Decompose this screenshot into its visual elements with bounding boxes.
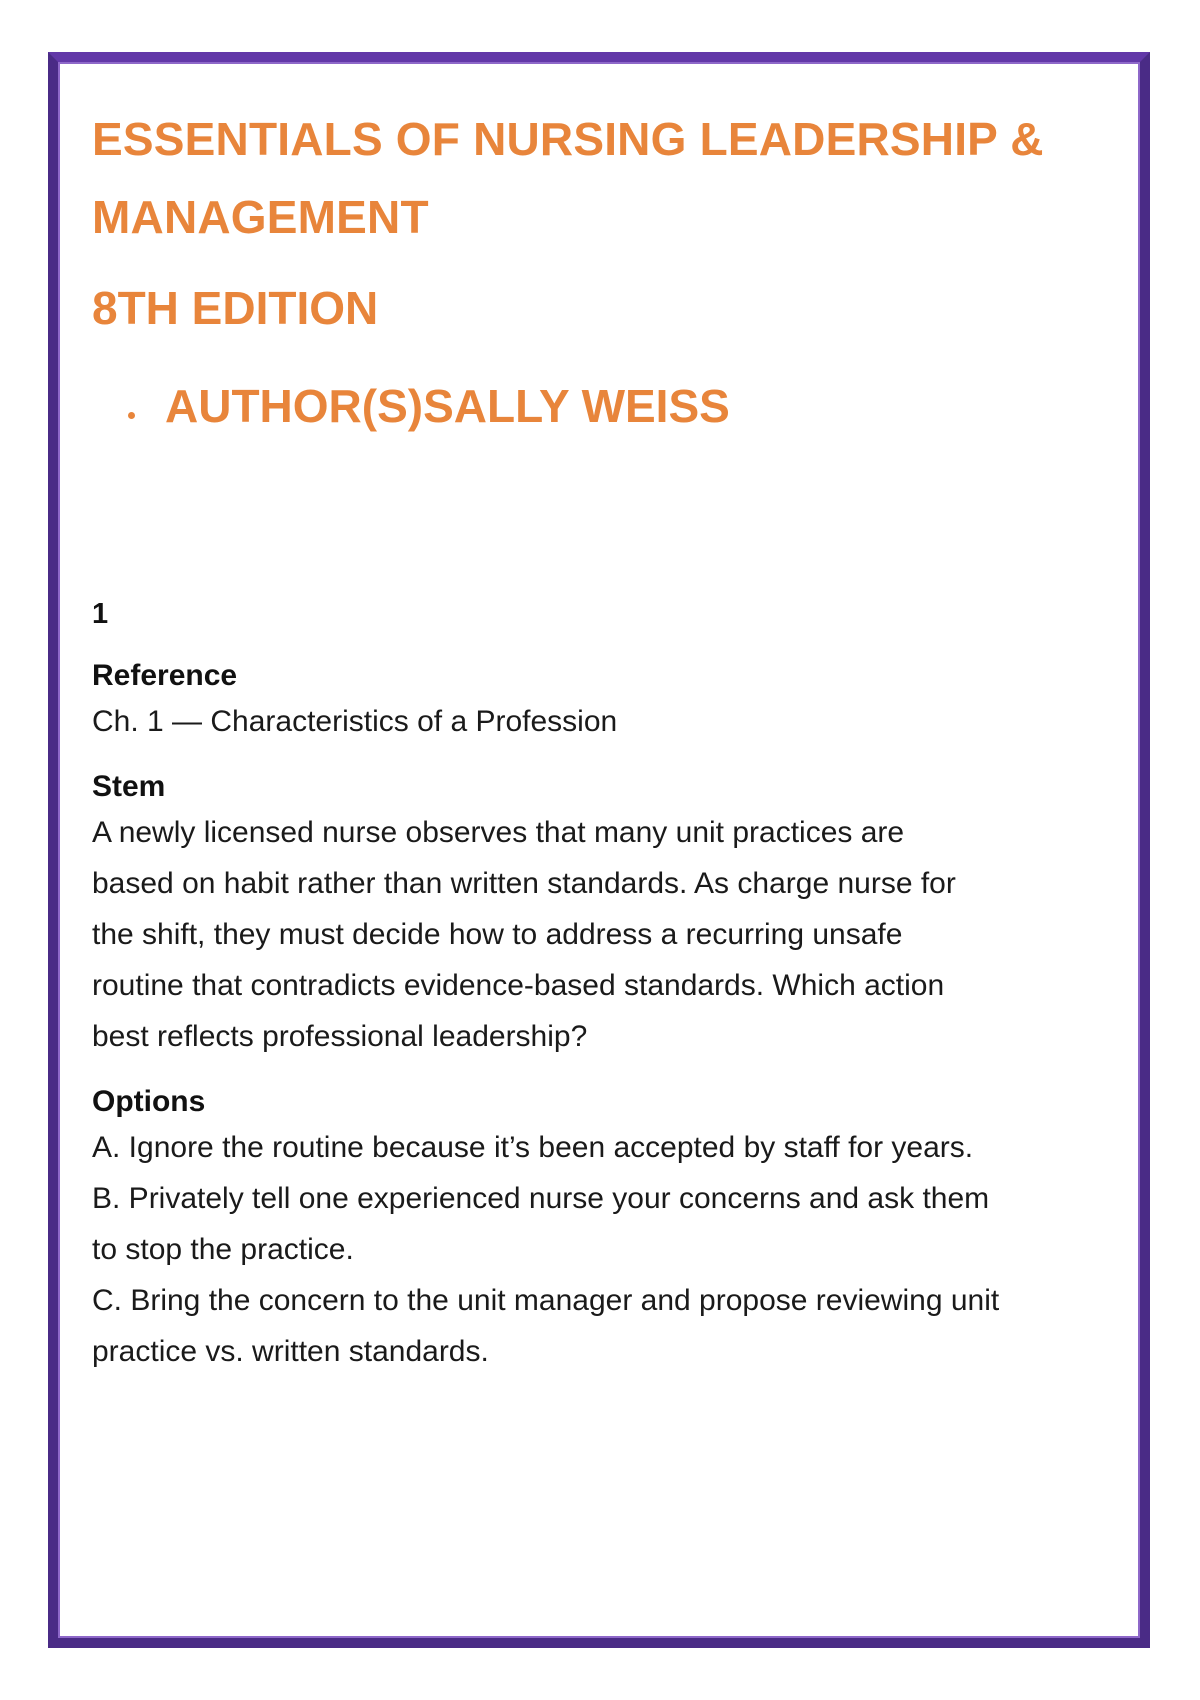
document-author: AUTHOR(S)SALLY WEISS xyxy=(165,380,730,432)
document-edition: 8TH EDITION xyxy=(92,282,379,334)
document-content xyxy=(92,100,1052,1377)
author-line xyxy=(92,376,1052,436)
document-title: ESSENTIALS OF NURSING LEADERSHIP & MANAGEMENT xyxy=(92,113,1044,243)
option-a: A. Ignore the routine because it’s been accepted by staff for years. xyxy=(92,1131,974,1164)
option-b: B. Privately tell one experienced nurse your concerns and ask them to stop the practice. xyxy=(92,1182,990,1266)
reference-text: Ch. 1 — Characteristics of a Profession xyxy=(92,705,618,738)
options-label: Options xyxy=(92,1085,206,1118)
option-c: C. Bring the concern to the unit manager and propose reviewing unit practice vs. written standards. xyxy=(92,1284,1000,1368)
stem-text: A newly licensed nurse observes that many unit practices are based on habit rather than written standards. As charge nurse for the shift, they must decide how to address a recurring unsafe routine that contradicts evidence-based standards. Which action best reflects professional leadership? xyxy=(92,816,956,1053)
reference-label: Reference xyxy=(92,659,238,692)
stem-label: Stem xyxy=(92,770,166,803)
question-number: 1 xyxy=(92,598,109,630)
bullet-icon xyxy=(128,412,135,419)
